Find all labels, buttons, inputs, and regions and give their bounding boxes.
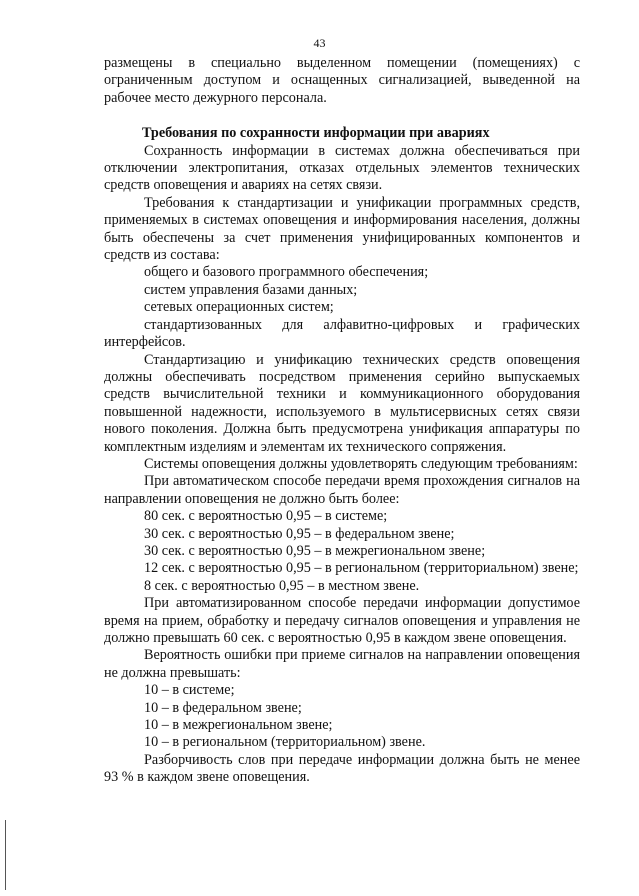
list-item: 10 – в системе; (144, 682, 235, 699)
document-body (104, 55, 580, 787)
list-item: 10 – в межрегиональном звене; (144, 717, 333, 734)
scan-edge-line (5, 820, 6, 890)
list-item: систем управления базами данных; (144, 281, 358, 298)
paragraph-requirements-intro: Системы оповещения должны удовлетворять следующим требованиям: (144, 455, 578, 472)
list-item: 30 сек. с вероятностью 0,95 – в федеральном звене; (144, 525, 455, 542)
list-item: сетевых операционных систем; (144, 299, 334, 316)
list-item: 8 сек. с вероятностью 0,95 – в местном звене. (144, 577, 420, 594)
list-item: 10 – в региональном (территориальном) звене. (144, 734, 426, 751)
paragraph-automatic-mode: При автоматическом способе передачи время прохождения сигналов на направлении оповещения не должно быть более: (104, 473, 580, 507)
paragraph-info-safety: Сохранность информации в системах должна обеспечиваться при отключении электропитания, отказах отдельных элементов технических средств оповещения и авариях на сетях связи. (104, 142, 580, 194)
page-number: 43 (313, 36, 326, 50)
list-item: 10 – в федеральном звене; (144, 699, 302, 716)
paragraph-automated-mode: При автоматизированном способе передачи информации допустимое время на прием, обработку и передачу сигналов оповещения и управления не должно превышать 60 сек. с вероятностью 0,95 в каждом звене оповещения. (104, 595, 580, 646)
paragraph-software-standardization: Требования к стандартизации и унификации программных средств, применяемых в системах оповещения и информирования населения, должны быть обеспечены за счет применения унифицированных компонентов и средств из состава: (104, 194, 580, 264)
list-item: 30 сек. с вероятностью 0,95 – в межрегиональном звене; (144, 542, 486, 559)
list-item: 12 сек. с вероятностью 0,95 – в региональном (территориальном) звене; (144, 560, 579, 577)
paragraph-intelligibility: Разборчивость слов при передаче информации должна быть не менее 93 % в каждом звене оповещения. (104, 751, 580, 786)
list-item: 80 сек. с вероятностью 0,95 – в системе; (144, 508, 388, 525)
list-item: общего и базового программного обеспечения; (144, 264, 429, 281)
list-item: стандартизованных для алфавитно-цифровых и графических интерфейсов. (104, 316, 580, 351)
paragraph-hardware-standardization: Стандартизацию и унификацию технических средств оповещения должны обеспечивать посредством применения серийно выпускаемых средств вычислительной техники и коммуникационного оборудования повышенной надежности, используемого в мультисервисных сетях связи нового поколения. Должна быть предусмотрена унификация аппаратуры по комплектным изделиям и элементам их технического сопряжения. (104, 351, 580, 455)
section-heading: Требования по сохранности информации при авариях (142, 125, 490, 142)
paragraph-error-probability: Вероятность ошибки при приеме сигналов на направлении оповещения не должна превышать: (104, 647, 580, 681)
paragraph-premises: размещены в специально выделенном помещении (помещениях) с ограниченным доступом и оснащенных сигнализацией, выведенной на рабочее место дежурного персонала. (104, 55, 580, 106)
